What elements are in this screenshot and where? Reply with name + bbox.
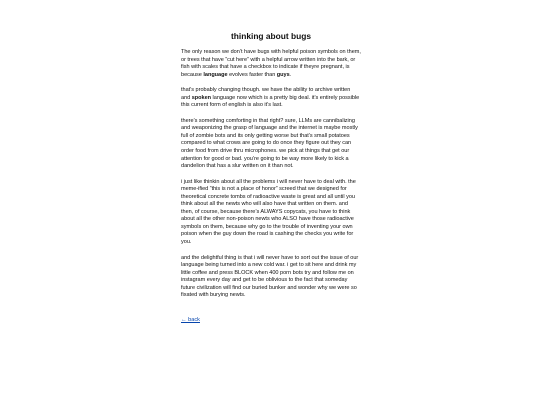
paragraph-1 xyxy=(181,49,361,79)
paragraph-text: language now which is a pretty big deal. it’s entirely possible this current form of english is also it’s last. xyxy=(181,94,360,109)
paragraph-5 xyxy=(181,255,361,300)
article-body xyxy=(181,49,361,300)
back-link[interactable]: ← back xyxy=(181,316,200,323)
paragraph-4 xyxy=(181,179,361,247)
article xyxy=(181,31,361,326)
paragraph-2 xyxy=(181,87,361,110)
paragraph-text: and the delightful thing is that i will never have to sort out the issue of our language being turned into a new cold war. i get to sit here and drink my little coffee and press BLOCK when 400 porn bots try and follow me on instagram every day and get to be oblivious to the fact that someday future civilization will find our buried bunker and wonder why we were so fixated with burying newts. xyxy=(181,254,359,299)
paragraph-text: . xyxy=(289,71,292,78)
paragraph-text: i just like thinkin about all the problems i will never have to deal with. the meme-ified “this is not a place of honor” screed that we designed for theoretical concrete tombs of radioactive waste is great and all until you think about all the newts who will also have that written on them. and then, of course, because there’s ALWAYS copycats, you have to think about all the other non-poison newts who ALSO have those radioactive symbols on them, because why go to the trouble of inventing your own poison when the guy down the road is cashing the checks you write for you. xyxy=(181,178,356,246)
paragraph-text: The only reason we don’t have bugs with helpful poison symbols on them, or trees that have “cut here” with a helpful arrow written into the bark, or fish with scales that have a checkbox to indicate if theyre pregnant, is because xyxy=(181,49,361,78)
bold-text: spoken xyxy=(191,94,212,101)
paragraph-text: there’s something comforting in that right? sure, LLMs are cannibalizing and weaponizing the grasp of language and the internet is maybe mostly full of zombie bots and its only getting worse but that’s small potatoes compared to what crows are going to do once they figure out they can order food from drive thru microphones. we pick at things that get our attention for good or bad. you’re going to be way more likely to kick a dandelion that has a slur written on it than not. xyxy=(181,117,358,170)
bold-text: guys xyxy=(276,71,290,78)
paragraph-3 xyxy=(181,118,361,171)
paragraph-text: evolves faster than xyxy=(227,71,277,78)
page-title: thinking about bugs xyxy=(230,31,312,41)
bold-text: language xyxy=(203,71,228,78)
paragraph-text: that’s probably changing though. we have the ability to archive written and xyxy=(181,87,351,101)
